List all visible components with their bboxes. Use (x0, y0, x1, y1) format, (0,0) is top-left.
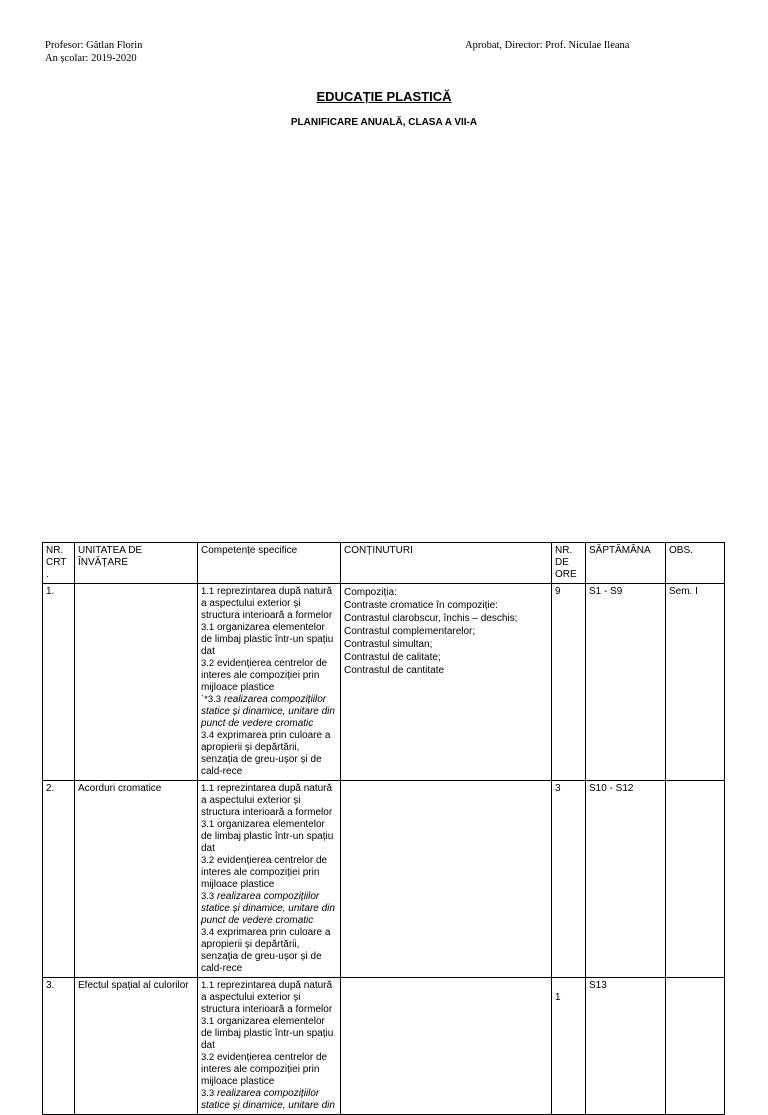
row-unit (75, 584, 198, 781)
row-hours (552, 978, 586, 1115)
row-unit: Acorduri cromatice (75, 781, 198, 978)
content-line: Contrastul simultan; (344, 639, 433, 650)
competence-item: 3.1 organizarea elementelor de limbaj plastic într-un spațiu dat (201, 1016, 334, 1051)
row-obs: Sem. I (666, 584, 725, 781)
content-line: Contrastul de calitate; (344, 652, 441, 663)
competence-item: 1.1 reprezintarea după natură a aspectului exterior și structura interioară a formelor (201, 586, 333, 621)
document-title: EDUCAȚIE PLASTICĂ (316, 89, 452, 104)
row-contents (341, 978, 552, 1115)
col-header-unit: UNITATEA DE ÎNVĂȚARE (75, 543, 198, 584)
row-competences (198, 584, 341, 781)
row-weeks: S1 - S9 (586, 584, 666, 781)
row-hours: 3 (552, 781, 586, 978)
table-row (43, 584, 725, 781)
competence-item: 3.2 evidențierea centrelor de interes ale compoziției prin mijloace plastice (201, 658, 328, 693)
competence-item: 3.4 exprimarea prin culoare a apropierii și depărtării, senzația de greu-ușor și de cald-rece (201, 927, 331, 974)
col-header-hours: NR. DE ORE (552, 543, 586, 584)
row-unit: Efectul spațial al culorilor (75, 978, 198, 1115)
planning-table (42, 542, 725, 1115)
row-competences (198, 978, 341, 1115)
row-obs (666, 978, 725, 1115)
content-line: Compoziția: (344, 587, 397, 598)
competence-item: 3.1 organizarea elementelor de limbaj plastic într-un spațiu dat (201, 622, 334, 657)
row-weeks: S10 - S12 (586, 781, 666, 978)
approval-line: Aprobat, Director: Prof. Niculae Ileana (465, 40, 630, 51)
document-subtitle: PLANIFICARE ANUALĂ, CLASA A VII-A (290, 117, 478, 128)
row-nr: 1. (43, 584, 75, 781)
competence-item: 3.2 evidențierea centrelor de interes ale compoziției prin mijloace plastice (201, 1052, 328, 1087)
competence-item: 3.4 exprimarea prin culoare a apropierii și depărtării, senzația de greu-ușor și de cald-rece (201, 730, 331, 777)
col-header-nr: NR. CRT . (43, 543, 75, 584)
row-contents (341, 781, 552, 978)
school-year-line: An școlar: 2019-2020 (45, 53, 137, 64)
competence-item: 3.2 evidențierea centrelor de interes ale compoziției prin mijloace plastice (201, 855, 328, 890)
row-hours-value: 1 (555, 992, 561, 1003)
row-competences (198, 781, 341, 978)
row-nr: 3. (43, 978, 75, 1115)
row-obs (666, 781, 725, 978)
table-header-row (43, 543, 725, 584)
table-row (43, 978, 725, 1115)
competence-item: 3.3 realizarea compozițiilor statice și dinamice, unitare din punct de vedere cromatic (201, 891, 335, 926)
teacher-line: Profesor: Gâtlan Florin (45, 40, 143, 51)
table-row (43, 781, 725, 978)
header-left (45, 39, 142, 65)
competence-item: 1.1 reprezintarea după natură a aspectului exterior și structura interioară a formelor (201, 783, 333, 818)
content-line: Contrastul clarobscur, închis – deschis; (344, 613, 518, 624)
col-header-competences: Competențe specifice (198, 543, 341, 584)
competence-item: `*3.3 realizarea compozițiilor statice și dinamice, unitare din punct de vedere cromatic (201, 694, 335, 729)
row-nr: 2. (43, 781, 75, 978)
col-header-weeks: SĂPTĂMÂNA (586, 543, 666, 584)
content-line: Contrastul complementarelor; (344, 626, 476, 637)
competence-item: 1.1 reprezintarea după natură a aspectului exterior și structura interioară a formelor (201, 980, 333, 1015)
row-contents (341, 584, 552, 781)
content-line: Contraste cromatice în compoziție: (344, 600, 498, 611)
competence-item: 3.3 realizarea compozițiilor statice și dinamice, unitare din (201, 1088, 335, 1111)
competence-item: 3.1 organizarea elementelor de limbaj plastic într-un spațiu dat (201, 819, 334, 854)
row-hours: 9 (552, 584, 586, 781)
col-header-obs: OBS. (666, 543, 725, 584)
content-line: Contrastul de cantitate (344, 665, 445, 676)
col-header-contents: CONȚINUTURI (341, 543, 552, 584)
row-weeks: S13 (586, 978, 666, 1115)
